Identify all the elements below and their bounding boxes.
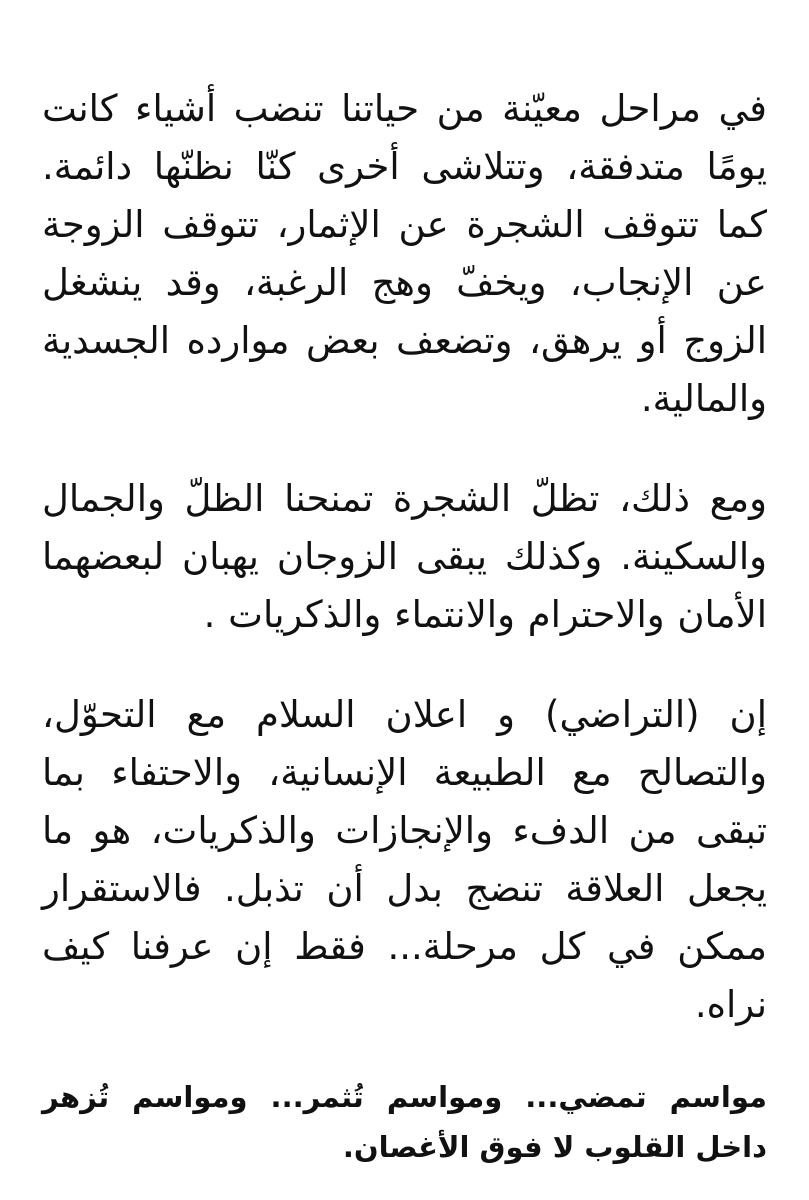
paragraph-2: ومع ذلك، تظلّ الشجرة تمنحنا الظلّ والجمال والسكينة. وكذلك يبقى الزوجان يهبان لبعضهما الأمان والاحترام والانتماء والذكريات .	[42, 477, 767, 636]
paragraph-3: إن (التراضي) و اعلان السلام مع التحوّل، والتصالح مع الطبيعة الإنسانية، والاحتفاء بما تبقى من الدفء والإنجازات والذكريات، هو ما يجعل العلاقة تنضج بدل أن تذبل. فالاستقرار ممكن في كل مرحلة... فقط إن عرفنا كيف نراه.	[42, 693, 767, 1026]
paragraph-1: في مراحل معيّنة من حياتنا تنضب أشياء كانت يومًا متدفقة، وتتلاشى أخرى كنّا نظنّها دائمة. كما تتوقف الشجرة عن الإثمار، تتوقف الزوجة عن الإنجاب، ويخفّ وهج الرغبة، وقد ينشغل الزوج أو يرهق، وتضعف بعض موارده الجسدية والمالية.	[42, 87, 767, 420]
closing-line: مواسم تمضي... ومواسم تُثمر... ومواسم تُزهر داخل القلوب لا فوق الأغصان.	[42, 1080, 767, 1164]
